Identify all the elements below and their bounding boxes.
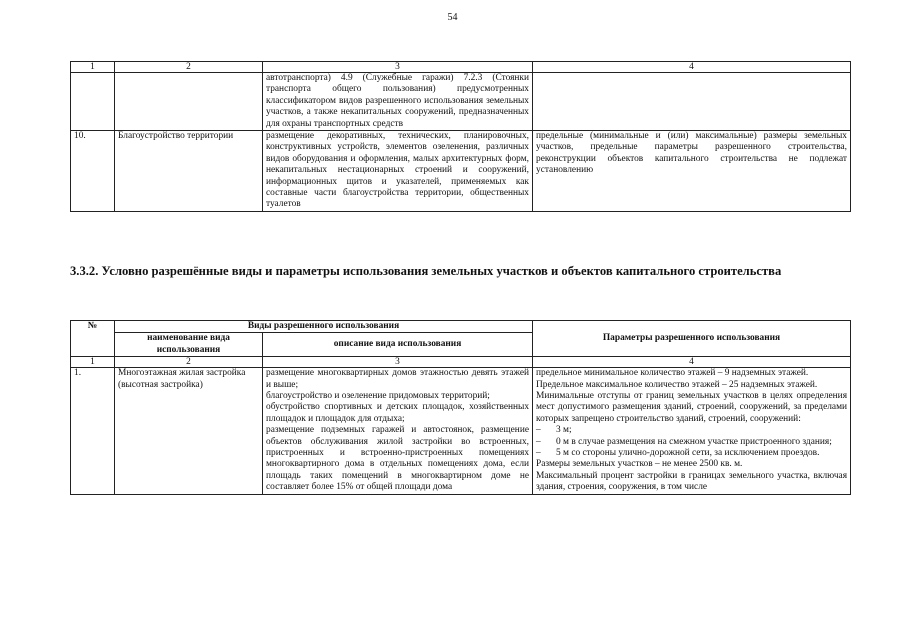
list-item-text: 5 м со стороны улично-дорожной сети, за исключением проездов. [556,448,820,459]
param-min-floors: предельное минимальное количество этажей – 9 надземных этажей. [536,368,809,379]
column-number: 2 [115,62,263,73]
list-item [536,425,847,436]
table-row [71,73,851,131]
column-number: 1 [71,357,115,368]
dash-marker: – [536,436,541,447]
header-use-name: наименование вида использования [115,333,263,357]
row-number [71,73,115,131]
list-item [536,448,847,459]
description-line: благоустройство и озеленение придомовых территорий; [266,391,490,402]
use-parameters: предельные (минимальные и (или) максимальные) размеры земельных участков, предельные параметры разрешенного строительства, реконструкции объектов капитального строительства не подлежат установлению [533,131,851,212]
header-use-description: описание вида использования [263,333,533,357]
use-description: размещение декоративных, технических, планировочных, конструктивных устройств, элементов озеленения, различных видов оборудования и оформления, малых архитектурных форм, некапитальных нестационарных строений и сооружений, информационных щитов и указателей, применяемых как составные части благоустройства территории, общественных туалетов [263,131,533,212]
use-name: Многоэтажная жилая застройка (высотная застройка) [115,368,263,494]
table-permitted-uses-continued [70,61,851,212]
setback-list [536,425,847,459]
param-setbacks: Минимальные отступы от границ земельных участков в целях определения мест допустимого размещения зданий, строений, сооружений, за пределами которых запрещено строительство зданий, строений, сооружений: [536,391,848,424]
column-number: 1 [71,62,115,73]
list-item [536,437,847,448]
table-row [71,368,851,494]
column-number-row [71,62,851,73]
page-number: 54 [447,12,458,23]
row-number: 10. [71,131,115,212]
column-number: 4 [533,357,851,368]
header-kinds-of-use: Виды разрешенного использования [115,321,533,333]
column-number: 3 [263,357,533,368]
table-conditional-uses [70,320,851,495]
param-max-floors: Предельное максимальное количество этажей – 25 надземных этажей. [536,379,818,390]
list-item-text: 3 м; [556,425,572,436]
column-number-row [71,357,851,368]
dash-marker: – [536,425,541,436]
param-max-coverage: Максимальный процент застройки в границах земельного участка, включая здания, строения, сооружения, в том числе [536,470,848,493]
description-line: размещение подземных гаражей и автостоянок, размещение объектов обслуживания жилой застройки во встроенных, пристроенных и встроенно-пристроенных помещениях многоквартирного дома в отдельных помещениях дома, если площадь таких помещений в многоквартирном доме не составляет более 15% от общей площади дома [266,425,530,493]
header-parameters: Параметры разрешенного использования [533,321,851,357]
use-description [263,368,533,494]
param-plot-size: Размеры земельных участков – не менее 2500 кв. м. [536,459,743,470]
header-row [71,321,851,333]
column-number: 2 [115,357,263,368]
description-line: обустройство спортивных и детских площадок, хозяйственных площадок и площадок для отдыха; [266,402,530,424]
table-row [71,131,851,212]
column-number: 4 [533,62,851,73]
dash-marker: – [536,448,541,459]
column-number: 3 [263,62,533,73]
section-heading: 3.3.2. Условно разрешённые виды и параметры использования земельных участков и объектов капитального строительства [70,264,782,278]
row-number: 1. [71,368,115,494]
use-parameters [533,73,851,131]
use-name [115,73,263,131]
use-description: автотранспорта) 4.9 (Служебные гаражи) 7.2.3 (Стоянки транспорта общего пользования) предусмотренных классификатором видов разрешенного использования земельных участков, а также некапитальных сооружений, предназначенных для охраны транспортных средств [263,73,533,131]
header-number: № [71,321,115,357]
list-item-text: 0 м в случае размещения на смежном участке пристроенного здания; [556,436,832,447]
use-parameters [533,368,851,494]
description-line: размещение многоквартирных домов этажностью девять этажей и выше; [266,368,530,390]
use-name: Благоустройство территории [115,131,263,212]
